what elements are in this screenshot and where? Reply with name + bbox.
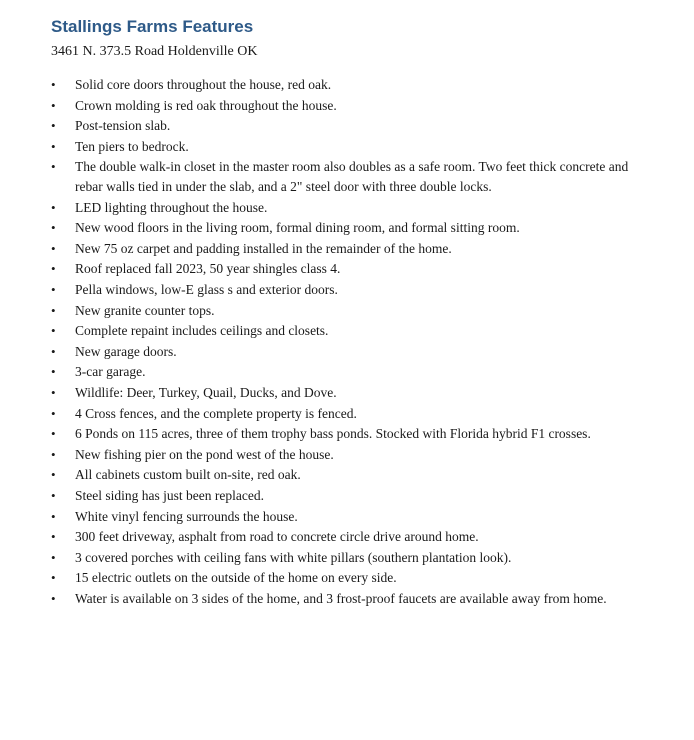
feature-text: The double walk-in closet in the master room also doubles as a safe room. Two feet thick concrete and rebar walls tied in under the slab, and a 2" steel door with three double locks. xyxy=(75,159,629,195)
feature-list-item xyxy=(51,239,641,259)
bullet-icon: • xyxy=(51,302,56,318)
feature-list-item xyxy=(51,96,641,116)
feature-text: All cabinets custom built on-site, red oak. xyxy=(75,467,301,483)
feature-text: Water is available on 3 sides of the home, and 3 frost-proof faucets are available away from home. xyxy=(75,590,607,606)
feature-text: Solid core doors throughout the house, red oak. xyxy=(75,77,332,92)
bullet-icon: • xyxy=(51,138,56,154)
feature-list-item xyxy=(51,137,641,157)
feature-list-item xyxy=(51,548,641,568)
feature-list xyxy=(51,75,641,609)
feature-text: 6 Ponds on 115 acres, three of them trophy bass ponds. Stocked with Florida hybrid F1 crosses. xyxy=(75,426,591,442)
feature-list-item xyxy=(51,198,641,218)
property-address: 3461 N. 373.5 Road Holdenville OK xyxy=(51,44,258,59)
bullet-icon: • xyxy=(51,240,56,256)
bullet-icon: • xyxy=(51,97,56,113)
feature-text: Roof replaced fall 2023, 50 year shingles class 4. xyxy=(75,261,341,277)
feature-list-item xyxy=(51,527,641,547)
feature-text: 3 covered porches with ceiling fans with white pillars (southern plantation look). xyxy=(75,549,512,565)
bullet-icon: • xyxy=(51,508,56,524)
document-page xyxy=(51,16,641,610)
feature-text: 15 electric outlets on the outside of the home on every side. xyxy=(75,570,397,586)
feature-text: LED lighting throughout the house. xyxy=(75,199,268,215)
feature-list-item xyxy=(51,75,641,95)
feature-text: New 75 oz carpet and padding installed in the remainder of the home. xyxy=(75,240,452,256)
bullet-icon: • xyxy=(51,343,56,359)
feature-list-item xyxy=(51,507,641,527)
feature-list-item xyxy=(51,486,641,506)
feature-text: White vinyl fencing surrounds the house. xyxy=(75,508,298,524)
feature-text: New granite counter tops. xyxy=(75,302,215,318)
feature-list-item xyxy=(51,321,641,341)
feature-list-item xyxy=(51,465,641,485)
feature-text: New wood floors in the living room, formal dining room, and formal sitting room. xyxy=(75,220,520,236)
feature-text: Pella windows, low-E glass s and exterior doors. xyxy=(75,282,338,298)
bullet-icon: • xyxy=(51,118,56,134)
feature-list-item xyxy=(51,383,641,403)
bullet-icon: • xyxy=(51,323,56,339)
feature-text: Steel siding has just been replaced. xyxy=(75,487,264,503)
feature-list-item xyxy=(51,342,641,362)
bullet-icon: • xyxy=(51,220,56,236)
feature-text: New garage doors. xyxy=(75,343,177,359)
feature-list-item xyxy=(51,568,641,588)
feature-text: Crown molding is red oak throughout the house. xyxy=(75,97,337,113)
document-title: Stallings Farms Features xyxy=(51,17,254,36)
bullet-icon: • xyxy=(51,77,56,92)
feature-text: New fishing pier on the pond west of the house. xyxy=(75,446,334,462)
feature-text: Wildlife: Deer, Turkey, Quail, Ducks, and Dove. xyxy=(75,385,337,401)
bullet-icon: • xyxy=(51,590,56,606)
feature-text: Ten piers to bedrock. xyxy=(75,138,189,154)
bullet-icon: • xyxy=(51,159,56,175)
bullet-icon: • xyxy=(51,467,56,483)
bullet-icon: • xyxy=(51,570,56,586)
bullet-icon: • xyxy=(51,529,56,545)
bullet-icon: • xyxy=(51,487,56,503)
bullet-icon: • xyxy=(51,364,56,380)
feature-text: Post-tension slab. xyxy=(75,118,171,134)
feature-text: 300 feet driveway, asphalt from road to concrete circle drive around home. xyxy=(75,529,479,545)
feature-list-item xyxy=(51,157,641,196)
bullet-icon: • xyxy=(51,405,56,421)
feature-text: 4 Cross fences, and the complete property is fenced. xyxy=(75,405,357,421)
feature-list-item xyxy=(51,301,641,321)
bullet-icon: • xyxy=(51,385,56,401)
bullet-icon: • xyxy=(51,282,56,298)
feature-list-item xyxy=(51,280,641,300)
bullet-icon: • xyxy=(51,549,56,565)
feature-list-item xyxy=(51,404,641,424)
feature-list-item xyxy=(51,424,641,444)
feature-list-item xyxy=(51,445,641,465)
feature-list-item xyxy=(51,362,641,382)
feature-text: 3-car garage. xyxy=(75,364,146,380)
bullet-icon: • xyxy=(51,446,56,462)
feature-list-item xyxy=(51,218,641,238)
bullet-icon: • xyxy=(51,199,56,215)
feature-list-item xyxy=(51,259,641,279)
bullet-icon: • xyxy=(51,426,56,442)
feature-list-item xyxy=(51,116,641,136)
bullet-icon: • xyxy=(51,261,56,277)
feature-text: Complete repaint includes ceilings and closets. xyxy=(75,323,329,339)
feature-list-item xyxy=(51,589,641,609)
